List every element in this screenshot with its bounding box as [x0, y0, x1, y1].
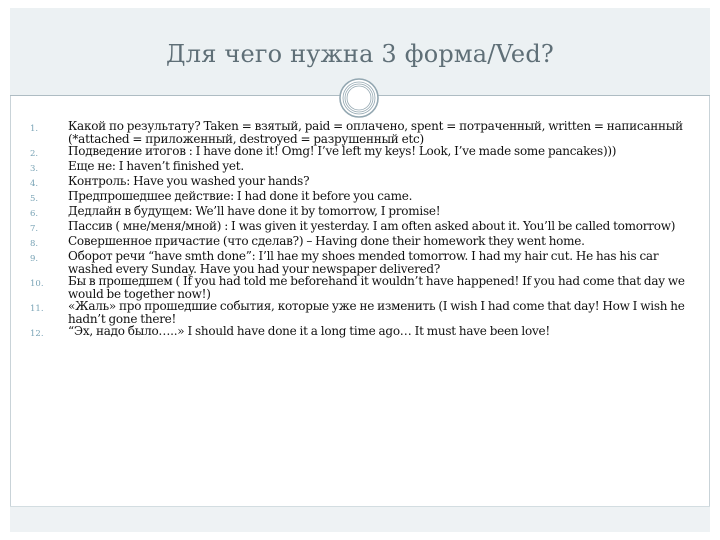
list-item [20, 275, 690, 300]
item-text: “Эх, надо было…..» I should have done it a long time ago… It must have been love! [68, 324, 550, 338]
item-number: 7. [30, 224, 39, 234]
item-text: Бы в прошедшем ( If you had told me beforehand it wouldn’t have happened! If you had come that day we would be together now!) [68, 274, 685, 301]
item-number: 4. [30, 179, 39, 189]
list-item [20, 325, 690, 340]
item-text: Еще не: I haven’t finished yet. [68, 159, 244, 173]
item-number: 1. [30, 124, 39, 134]
item-text: «Жаль» про прошедшие события, которые уже не изменить (I wish I had come that day! How I wish he hadn’t gone there! [68, 299, 685, 326]
item-text: Какой по результату? Taken = взятый, paid = оплачено, spent = потраченный, written = написанный (*attached = приложенный, destroyed = разрушенный etc) [68, 119, 683, 146]
bullet-list [20, 120, 690, 340]
list-item [20, 145, 690, 160]
item-number: 6. [30, 209, 39, 219]
item-number: 3. [30, 164, 39, 174]
item-text: Дедлайн в будущем: We’ll have done it by tomorrow, I promise! [68, 204, 441, 218]
footer-bar [10, 506, 710, 532]
item-number: 9. [30, 254, 39, 264]
list-item [20, 190, 690, 205]
item-number: 10. [30, 279, 44, 289]
list-item [20, 120, 690, 145]
item-text: Совершенное причастие (что сделав?) – Having done their homework they went home. [68, 234, 585, 248]
item-text: Подведение итогов : I have done it! Omg! I’ve left my keys! Look, I’ve made some pancakes))) [68, 144, 617, 158]
item-number: 8. [30, 239, 39, 249]
item-number: 12. [30, 329, 44, 339]
item-number: 5. [30, 194, 39, 204]
circle-emblem-icon [339, 78, 379, 118]
item-text: Предпрошедшее действие: I had done it before you came. [68, 189, 413, 203]
item-text: Контроль: Have you washed your hands? [68, 174, 310, 188]
item-number: 2. [30, 149, 39, 159]
slide-title: Для чего нужна 3 форма/Ved? [166, 40, 554, 68]
item-text: Оборот речи “have smth done”: I’ll hae my shoes mended tomorrow. I had my hair cut. He has his car washed every Sunday. Have you had your newspaper delivered? [68, 249, 659, 276]
list-item [20, 175, 690, 190]
list-item [20, 160, 690, 175]
item-number: 11. [30, 304, 44, 314]
list-item [20, 250, 690, 275]
list-item [20, 220, 690, 235]
list-item [20, 235, 690, 250]
item-text: Пассив ( мне/меня/мной) : I was given it yesterday. I am often asked about it. You’ll be called tomorrow) [68, 219, 676, 233]
list-item [20, 205, 690, 220]
list-item [20, 300, 690, 325]
